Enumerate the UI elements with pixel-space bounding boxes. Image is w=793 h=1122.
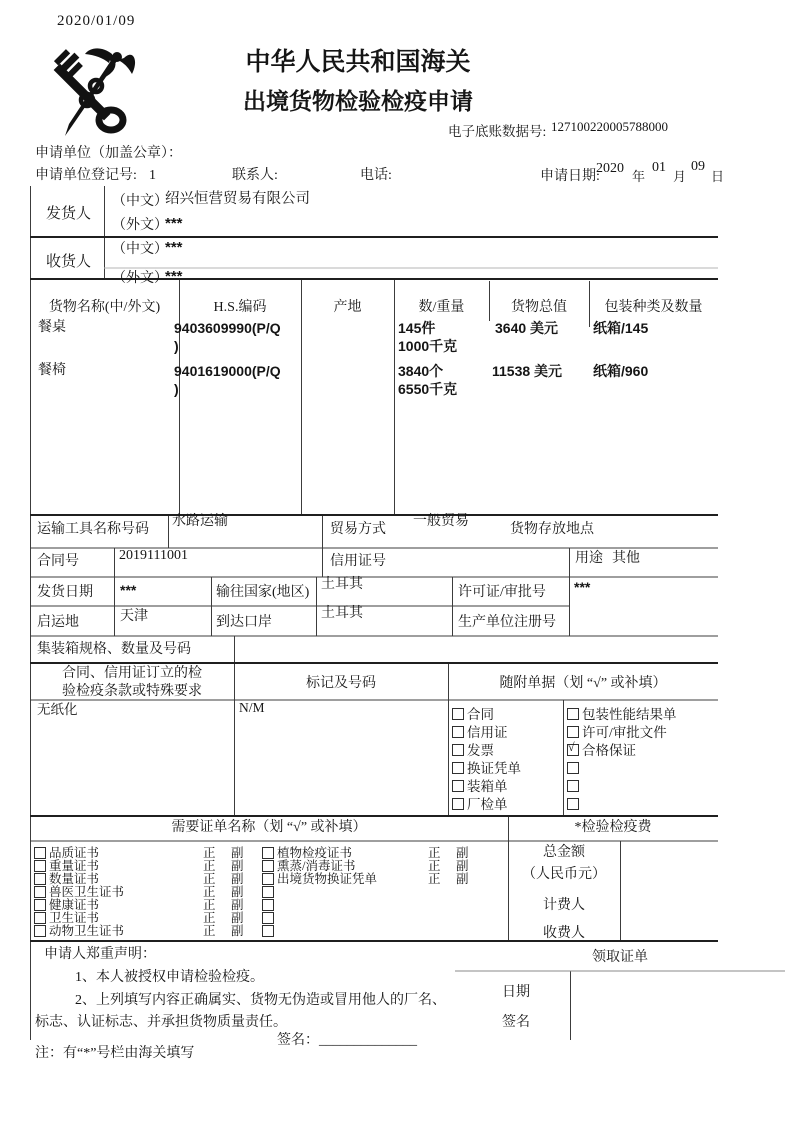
apply-date-label: 申请日期: xyxy=(540,169,600,184)
doc-option-label: 包装性能结果单 xyxy=(582,707,677,722)
goods-header-value: 货物总值 xyxy=(511,300,567,315)
checkbox-lc xyxy=(452,726,464,738)
eaccount-label: 电子底账数据号: xyxy=(448,124,547,139)
checkbox-quality-cert xyxy=(34,847,46,859)
attached-docs-header: 随附单据（划 “√” 或补填） xyxy=(499,676,667,691)
doc-option-label: 装箱单 xyxy=(467,779,508,794)
container-label: 集装箱规格、数量及号码 xyxy=(37,642,191,657)
goods-header-packing: 包装种类及数量 xyxy=(604,300,703,315)
cert-option-label: 品质证书 xyxy=(49,846,100,860)
fee-collector-label: 收费人 xyxy=(543,926,585,941)
contact-label: 联系人: xyxy=(232,168,278,183)
trade-mode-label: 贸易方式 xyxy=(330,522,386,537)
goods-header-hs: H.S.编码 xyxy=(213,300,267,315)
orig-label: 正 xyxy=(203,859,216,873)
cert-option-label: 数量证书 xyxy=(49,872,100,886)
departure-value: 天津 xyxy=(120,609,148,624)
doc-option-label: 合格保证 xyxy=(582,743,636,758)
consignee-cn-value: *** xyxy=(165,239,183,256)
goods-row-packing: 纸箱/960 xyxy=(593,363,649,379)
cert-option-label: 熏蒸/消毒证书 xyxy=(277,859,356,873)
cert-option-label: 兽医卫生证书 xyxy=(49,885,125,899)
orig-label: 正 xyxy=(428,846,441,860)
pickup-title: 领取证单 xyxy=(592,950,648,965)
goods-row-packing: 纸箱/145 xyxy=(593,320,649,336)
ship-date-value: *** xyxy=(120,582,137,598)
checkbox-packaging-performance xyxy=(567,708,579,720)
form-title-line1: 中华人民共和国海关 xyxy=(245,48,471,76)
footnote: 注：有“*”号栏由海关填写 xyxy=(35,1046,195,1061)
month-char: 月 xyxy=(673,169,687,184)
checkbox-packing-list xyxy=(452,780,464,792)
customs-emblem-icon xyxy=(40,44,140,138)
consignor-cn-label: （中文） xyxy=(112,194,168,209)
consignee-fn-label: （外文） xyxy=(112,271,168,286)
doc-option-label: 厂检单 xyxy=(467,797,508,812)
cert-option-label: 植物检疫证书 xyxy=(277,846,353,860)
goods-row-qty-line2: 1000千克 xyxy=(398,338,458,354)
goods-header-qty: 数/重量 xyxy=(418,300,465,315)
checkbox-cert-extra-4 xyxy=(262,925,274,937)
dest-country-value: 土耳其 xyxy=(321,577,363,592)
permit-value: *** xyxy=(574,579,591,595)
fee-calculator-label: 计费人 xyxy=(543,898,585,913)
checkbox-factory-inspection xyxy=(452,798,464,810)
declaration-line3: 标志、认证标志、并承担货物质量责任。 xyxy=(35,1015,287,1030)
checkbox-vet-sanitary-cert xyxy=(34,886,46,898)
goods-row-name: 餐桌 xyxy=(38,320,66,335)
form-title-line2: 出境货物检验检疫申请 xyxy=(243,88,473,114)
checkbox-permit-docs xyxy=(567,726,579,738)
checkbox-extra-3 xyxy=(567,798,579,810)
apply-date-day: 09 xyxy=(691,159,705,174)
declaration-line2: 2、上列填写内容正确属实、货物无伪造或冒用他人的厂名、 xyxy=(75,993,446,1008)
cert-option-label: 动物卫生证书 xyxy=(49,924,125,938)
orig-label: 正 xyxy=(203,885,216,899)
scan-date: 2020/01/09 xyxy=(57,13,136,29)
dup-label: 副 xyxy=(231,885,244,899)
doc-option-label: 合同 xyxy=(467,707,494,722)
dup-label: 副 xyxy=(231,924,244,938)
goods-row-hs-line2: ) xyxy=(174,381,179,397)
applicant-reg-value: 1 xyxy=(149,168,156,183)
checkbox-conformity-guarantee-mark: √ xyxy=(568,740,575,754)
fee-currency-label: （人民币元） xyxy=(522,867,606,882)
usage-value: 其他 xyxy=(612,551,640,566)
checkbox-invoice xyxy=(452,744,464,756)
goods-row-name: 餐椅 xyxy=(38,363,66,378)
doc-option-label: 换证凭单 xyxy=(467,761,521,776)
dup-label: 副 xyxy=(231,859,244,873)
checkbox-cert-extra-2 xyxy=(262,899,274,911)
dest-country-label: 输往国家(地区) xyxy=(216,585,310,600)
trade-mode-value: 一般贸易 xyxy=(413,514,469,529)
checkbox-extra-2 xyxy=(567,780,579,792)
consignee-label: 收货人 xyxy=(46,254,92,270)
permit-label: 许可证/审批号 xyxy=(458,585,546,600)
doc-option-label: 信用证 xyxy=(467,725,508,740)
clauses-header-line2: 验检疫条款或特殊要求 xyxy=(62,684,202,699)
dup-label: 副 xyxy=(456,846,469,860)
checkbox-quantity-cert xyxy=(34,873,46,885)
orig-label: 正 xyxy=(203,924,216,938)
producer-reg-label: 生产单位注册号 xyxy=(458,615,556,630)
year-char: 年 xyxy=(632,169,646,184)
dup-label: 副 xyxy=(231,898,244,912)
apply-date-month: 01 xyxy=(652,160,666,175)
contract-value: 2019111001 xyxy=(119,548,188,563)
checkbox-plant-quarantine-cert xyxy=(262,847,274,859)
checkbox-exchange-voucher xyxy=(452,762,464,774)
orig-label: 正 xyxy=(203,898,216,912)
checkbox-cert-extra-3 xyxy=(262,912,274,924)
goods-row-qty-line2: 6550千克 xyxy=(398,381,458,397)
orig-label: 正 xyxy=(203,846,216,860)
cert-option-label: 出境货物换证凭单 xyxy=(277,872,378,886)
clauses-value: 无纸化 xyxy=(37,702,78,717)
contract-label: 合同号 xyxy=(37,554,79,569)
dup-label: 副 xyxy=(231,872,244,886)
dup-label: 副 xyxy=(456,872,469,886)
pickup-date-label: 日期 xyxy=(502,985,530,1000)
consignor-fn-value: *** xyxy=(165,215,183,232)
marks-value: N/M xyxy=(239,700,265,715)
checkbox-exit-exchange-voucher xyxy=(262,873,274,885)
arrival-port-label: 到达口岸 xyxy=(216,615,272,630)
day-char: 日 xyxy=(711,169,725,184)
dup-label: 副 xyxy=(456,859,469,873)
checkbox-cert-extra-1 xyxy=(262,886,274,898)
goods-row-qty-line1: 145件 xyxy=(398,320,436,336)
vehicle-label: 运输工具名称号码 xyxy=(37,522,149,537)
vehicle-value: 水路运输 xyxy=(172,514,228,529)
phone-label: 电话: xyxy=(360,168,392,183)
applicant-label: 申请单位（加盖公章）： xyxy=(35,146,182,161)
orig-label: 正 xyxy=(428,859,441,873)
goods-header-origin: 产地 xyxy=(333,300,362,315)
marks-header: 标记及号码 xyxy=(306,676,376,691)
storage-label: 货物存放地点 xyxy=(510,522,594,537)
ship-date-label: 发货日期 xyxy=(37,585,93,600)
clauses-header-line1: 合同、信用证订立的检 xyxy=(62,666,202,681)
applicant-reg-label: 申请单位登记号: xyxy=(35,168,137,183)
doc-option-label: 发票 xyxy=(467,743,494,758)
checkbox-fumigation-cert xyxy=(262,860,274,872)
cert-option-label: 重量证书 xyxy=(49,859,100,873)
fees-header: *检验检疫费 xyxy=(574,820,652,835)
checkbox-extra-1 xyxy=(567,762,579,774)
doc-option-label: 许可/审批文件 xyxy=(582,725,667,740)
departure-label: 启运地 xyxy=(37,615,79,630)
consignor-cn-value: 绍兴恒营贸易有限公司 xyxy=(165,191,310,207)
consignor-fn-label: （外文） xyxy=(112,218,168,233)
declaration-line1: 1、本人被授权申请检验检疫。 xyxy=(75,970,264,985)
consignee-cn-label: （中文） xyxy=(112,242,168,257)
checkbox-sanitary-cert xyxy=(34,912,46,924)
goods-row-total-value: 11538 美元 xyxy=(492,363,563,379)
cert-option-label: 卫生证书 xyxy=(49,911,100,925)
goods-row-qty-line1: 3840个 xyxy=(398,363,444,379)
dup-label: 副 xyxy=(231,911,244,925)
apply-date-year: 2020 xyxy=(596,161,624,176)
usage-label: 用途 xyxy=(575,551,603,566)
dup-label: 副 xyxy=(231,846,244,860)
lc-label: 信用证号 xyxy=(330,554,386,569)
declaration-sign-label: 签名：______________ xyxy=(277,1033,417,1048)
goods-header-name: 货物名称(中/外文) xyxy=(48,300,161,315)
checkbox-health-cert xyxy=(34,899,46,911)
cert-option-label: 健康证书 xyxy=(49,898,100,912)
orig-label: 正 xyxy=(203,911,216,925)
goods-row-total-value: 3640 美元 xyxy=(495,320,559,336)
goods-row-hs-line1: 9401619000(P/Q xyxy=(174,363,281,379)
goods-row-hs-line2: ) xyxy=(174,338,179,354)
consignor-label: 发货人 xyxy=(46,206,92,222)
goods-row-hs-line1: 9403609990(P/Q xyxy=(174,320,281,336)
checkbox-weight-cert xyxy=(34,860,46,872)
eaccount-value: 127100220005788000 xyxy=(551,119,668,134)
certificates-header: 需要证单名称（划 “√” 或补填） xyxy=(171,820,367,835)
declaration-title: 申请人郑重声明： xyxy=(44,947,156,962)
fee-total-label: 总金额 xyxy=(543,845,585,860)
arrival-port-value: 土耳其 xyxy=(321,606,363,621)
checkbox-contract xyxy=(452,708,464,720)
orig-label: 正 xyxy=(428,872,441,886)
consignee-fn-value: *** xyxy=(165,268,183,285)
pickup-sign-label: 签名 xyxy=(502,1015,530,1030)
checkbox-animal-health-cert xyxy=(34,925,46,937)
orig-label: 正 xyxy=(203,872,216,886)
